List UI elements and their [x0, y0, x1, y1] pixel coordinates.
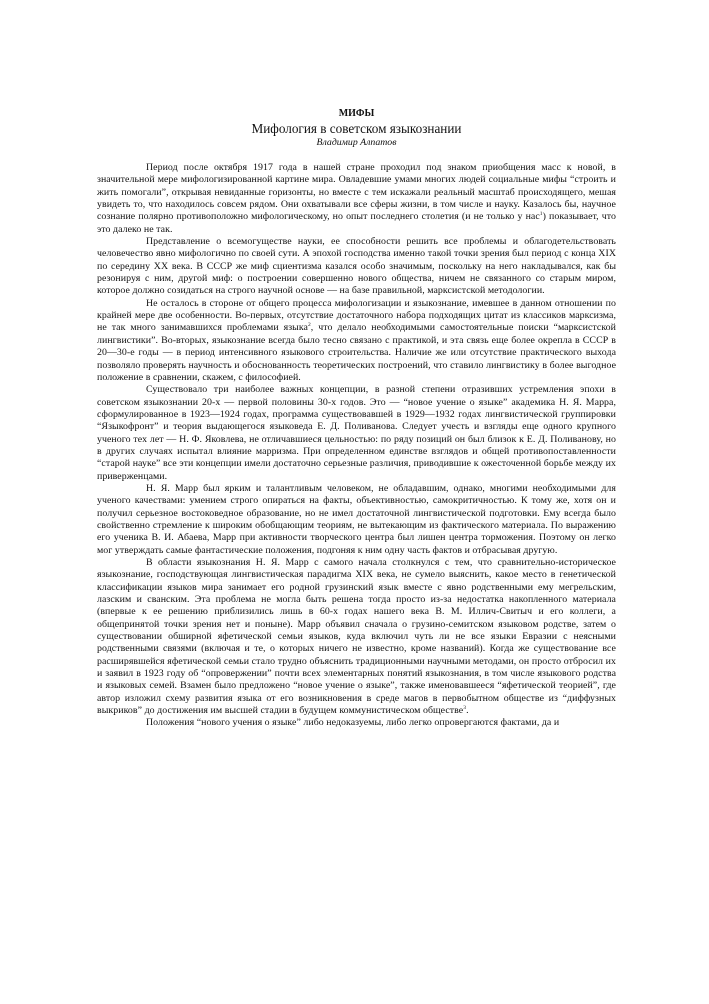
- paragraph-text: Период после октября 1917 года в нашей стране проходил под знаком приобщения масс к новой, в значительной мере мифологизированной картине мира. Овладевшие умами многих людей социальные мифы “строить и жить помогали”, открывая невиданные горизонты, но вместе с тем искажали реальный масштаб происходящего, мешая увидеть то, что находилось совсем рядом. Они охватывали все сферы жизни, в том числе и науку. Казалось бы, научное сознание полярно противоположно мифологическому, но опыт последнего столетия (и не только у нас: [97, 162, 616, 223]
- paragraph-text: .: [466, 705, 469, 717]
- section-heading: МИФЫ: [338, 108, 375, 119]
- paragraph-7: [97, 717, 616, 729]
- paragraph-text: , что делало необходимыми самостоятельные поиски “марксистской лингвистики”. Во-вторых, языкознание всегда было тесно связано с практикой, и эта связь еще более окрепла в СССР в 20—30-е годы — в период интенсивного языкового строительства. Наличие же или отсутствие практического выхода позволяло проверять научность и обоснованность теоретических построений, что ставило лингвистику в более выгодное положение в сравнении, скажем, с философией.: [97, 322, 616, 383]
- paragraph-text: Представление о всемогуществе науки, ее способности решить все проблемы и облагодетельствовать человечество явно мифологично по своей сути. А эпохой господства именно такой точки зрения был период с конца XIX по середину XX века. В СССР же миф сциентизма казался особо значимым, поскольку на него накладывался, как бы резонируя с ним, другой миф: о построении совершенно нового общества, ничем не связанного со старым миром, которое должно созидаться на строго научной основе — на базе правильной, марксистской методологии.: [97, 236, 616, 297]
- paragraph-text: Не осталось в стороне от общего процесса мифологизации и языкознание, имевшее в данном отношении по крайней мере две особенности. Во-первых, отсутствие достаточного набора подходящих цитат из классиков марксизма, не так много занимавшихся проблемами языка: [97, 297, 616, 334]
- paragraph-text: Н. Я. Марр был ярким и талантливым человеком, не обладавшим, однако, многими необходимыми для ученого качествами: умением строго опираться на факты, объективностью, самокритичностью. К тому же, хотя он и получил серьезное востоковедное образование, но не имел достаточной лингвистической подготовки. Ему всегда было свойственно стремление к широким обобщающим теориям, не вытекающим из фактического материала. По выражению его ученика В. И. Абаева, Марр при активности творческого центра был лишен центра торможения. Поэтому он легко мог утверждать самые фантастические положения, подгоняя к ним одну часть фактов и отбрасывая другую.: [97, 482, 616, 556]
- article-title: Мифология в советском языкознании: [251, 121, 462, 136]
- paragraph-text: Существовало три наиболее важных концепции, в разной степени отразивших устремления эпохи в советском языкознании 20-х — первой половины 30-х годов. Это — “новое учение о языке” академика Н. Я. Марра, сформулированное в 1923—1924 годах, программа существовавшей в 1929—1932 годах лингвистической группировки “Языкофронт” и теория выдающегося языковеда Е. Д. Поливанова. Следует учесть и взгляды еще одного крупного ученого тех лет — Н. Ф. Яковлева, не отличавшиеся цельностью: по ряду позиций он был близок к Е. Д. Поливанову, но в других случаях испытал влияние марризма. При определенном единстве взглядов и общей противопоставленности “старой науке” все эти концепции имели достаточно серьезные различия, приводившие к ожесточенной борьбе между их приверженцами.: [97, 384, 616, 482]
- document-page: [97, 108, 616, 730]
- paragraph-1: [97, 162, 616, 236]
- paragraph-text: Положения “нового учения о языке” либо недоказуемы, либо легко опровергаются фактами, да и: [146, 717, 560, 729]
- paragraph-5: [97, 483, 616, 557]
- paragraph-text: В области языкознания Н. Я. Марр с самого начала столкнулся с тем, что сравнительно-историческое языкознание, господствующая лингвистическая парадигма XIX века, не сумело выяснить, какое место в генетической классификации языков мира занимает его родной грузинский язык вместе с явно родственными ему мегрельским, лазским и сванским. Эта проблема не могла быть решена тогда просто из-за недостатка накопленного материала (впервые к ее решению приблизились лишь в 60-х годах нашего века В. М. Иллич-Свитыч и его коллеги, а общепринятой точки зрения нет и поныне). Марр объявил сначала о грузино-семитском языковом родстве, затем о существовании обширной яфетической семьи языков, куда включил чуть ли не все языки Евразии с неясными родственными связями (включая и те, о которых ничего не известно, кроме названий). Когда же существование все расширявшейся яфетической семьи стало трудно объяснить традиционными научными методами, он просто отбросил их и заявил в 1923 году об “опровержении” почти всех элементарных понятий языкознания, в том числе языкового родства и языковых семей. Взамен было предложено “новое учение о языке”, также именовавшееся “яфетической теорией”, где автор изложил схему развития языка от его возникновения в среде магов в первобытном обществе из “диффузных выкриков” до достижения им высшей стадии в будущем коммунистическом обществе: [97, 557, 616, 717]
- paragraph-6: [97, 557, 616, 717]
- paragraph-3: [97, 298, 616, 384]
- paragraph-4: [97, 384, 616, 483]
- article-author: Владимир Алпатов: [316, 137, 397, 148]
- paragraph-text: ) показывает, что это далеко не так.: [97, 211, 617, 235]
- footnote-marker[interactable]: 1: [539, 211, 543, 218]
- paragraph-2: [97, 236, 616, 298]
- footnote-marker[interactable]: 3: [463, 705, 467, 712]
- footnote-marker[interactable]: 2: [307, 322, 311, 329]
